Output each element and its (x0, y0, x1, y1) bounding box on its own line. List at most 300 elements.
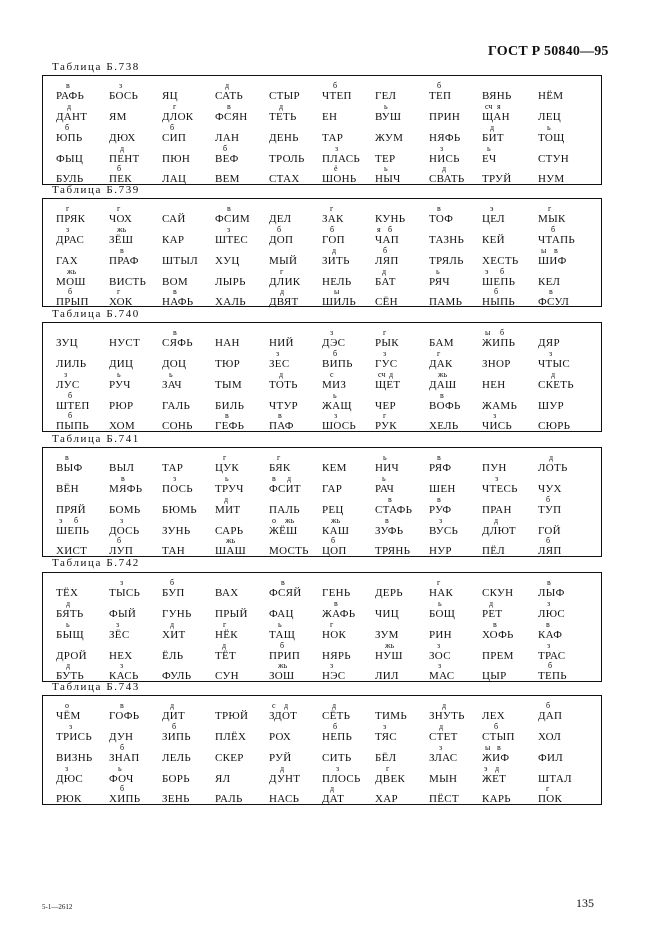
table-cell (215, 702, 277, 722)
word: ЛАЦ (162, 173, 187, 185)
word: НИЙ (269, 337, 294, 349)
phonetic-mark: д (332, 246, 337, 255)
word: РУЧ (109, 379, 131, 391)
phonetic-mark: д (66, 599, 71, 608)
word: ЛЕХ (482, 710, 506, 722)
table-cell (215, 350, 277, 370)
word: ДЛОК (162, 111, 194, 123)
word: ДАП (538, 710, 563, 722)
phonetic-mark: д (489, 599, 494, 608)
phonetic-mark: в (121, 474, 125, 483)
phonetic-mark: з (383, 722, 387, 731)
table-cell (215, 662, 277, 682)
word: ЗАК (322, 213, 344, 225)
table-cell (482, 268, 544, 288)
word: ВЫФ (56, 462, 83, 474)
word: ШОСЬ (322, 420, 357, 432)
word: ДВЕК (375, 773, 406, 785)
word-table (42, 572, 602, 682)
table-cell (482, 723, 544, 743)
word: ГЕЛ (375, 90, 397, 102)
word: ТЁТ (215, 650, 237, 662)
word: ДУНТ (269, 773, 301, 785)
phonetic-mark: б (172, 722, 177, 731)
phonetic-mark (482, 247, 544, 255)
word: ПРЫП (56, 296, 89, 308)
phonetic-mark: д (170, 701, 175, 710)
table-row (43, 537, 601, 557)
phonetic-mark: г (383, 328, 387, 337)
word: ЛАН (215, 132, 240, 144)
word: ЮПЬ (56, 132, 83, 144)
table-cell (482, 621, 544, 641)
phonetic-mark: б (120, 743, 125, 752)
word: НЕПЬ (322, 731, 353, 743)
word: РЮК (56, 793, 82, 805)
footer-code: 5-1—2612 (42, 903, 73, 911)
word: ДОЦ (162, 358, 187, 370)
word: ЛЕЦ (538, 111, 562, 123)
word: МЫЙ (269, 255, 298, 267)
word: НАСЬ (269, 793, 300, 805)
phonetic-mark: жь (117, 225, 127, 234)
word-table (42, 198, 602, 307)
table-cell (538, 475, 600, 495)
table-cell (215, 103, 277, 123)
word: ТРЯЛЬ (429, 255, 464, 267)
phonetic-mark: ь (117, 370, 121, 379)
phonetic-mark (482, 662, 544, 670)
phonetic-mark: в (173, 287, 177, 296)
table-cell (538, 103, 600, 123)
table-row (43, 412, 601, 432)
phonetic-mark: ь (438, 599, 442, 608)
word: РЯЧ (429, 276, 450, 288)
table-cell (215, 723, 277, 743)
word: ЗНОР (482, 358, 511, 370)
table-cell (482, 329, 544, 349)
table-cell (482, 579, 544, 599)
phonetic-mark (538, 744, 600, 752)
table-cell (215, 268, 277, 288)
word: ФУЛЬ (162, 670, 192, 682)
word: ДЯР (538, 337, 560, 349)
table-row (43, 288, 601, 308)
phonetic-mark: жь (278, 661, 288, 670)
word: ТИМЬ (375, 710, 407, 722)
table-row (43, 103, 601, 123)
word: ДЭС (322, 337, 346, 349)
table-cell (215, 247, 277, 267)
phonetic-mark (375, 702, 437, 710)
phonetic-mark: ь (118, 764, 122, 773)
phonetic-mark (482, 165, 544, 173)
table-row (43, 329, 601, 349)
word: ШИФ (538, 255, 567, 267)
word: ШТЕП (56, 400, 90, 412)
word: ШУР (538, 400, 564, 412)
word: РЕЦ (322, 504, 344, 516)
phonetic-mark: з (334, 411, 338, 420)
table-cell (215, 205, 277, 225)
phonetic-mark: жь (67, 267, 77, 276)
phonetic-mark (482, 579, 544, 587)
phonetic-mark: з (383, 349, 387, 358)
word: ЗОС (429, 650, 451, 662)
phonetic-mark (482, 454, 544, 462)
phonetic-mark: в (65, 453, 69, 462)
word: НЫЧ (375, 173, 401, 185)
word: ЧАП (375, 234, 399, 246)
word: ЗОШ (269, 670, 295, 682)
phonetic-mark: б (280, 641, 285, 650)
table-cell (538, 785, 600, 805)
phonetic-mark: б (546, 701, 551, 710)
table-cell (215, 600, 277, 620)
word: ВИПЬ (322, 358, 353, 370)
word: ЧУХ (538, 483, 562, 495)
table-cell (482, 392, 544, 412)
table-cell (375, 165, 437, 185)
word: СЯФЬ (162, 337, 193, 349)
phonetic-mark: в (388, 495, 392, 504)
word: ТЕПЬ (538, 670, 567, 682)
word: ДИТ (162, 710, 186, 722)
phonetic-mark (215, 579, 277, 587)
word: ДАНТ (56, 111, 88, 123)
table-cell (375, 103, 437, 123)
phonetic-mark: в (66, 81, 70, 90)
table-row (43, 702, 601, 722)
word: ТЮР (215, 358, 241, 370)
word: НЯФЬ (429, 132, 461, 144)
phonetic-mark: в (227, 102, 231, 111)
phonetic-mark: з (66, 225, 70, 234)
table-cell (375, 579, 437, 599)
table-cell (538, 600, 600, 620)
table-row (43, 642, 601, 662)
table-caption: Таблица Б.743 (52, 681, 140, 693)
word: ПРАФ (109, 255, 139, 267)
phonetic-mark: б (546, 536, 551, 545)
word: ТРАС (538, 650, 566, 662)
phonetic-mark (538, 329, 600, 337)
phonetic-mark (215, 247, 277, 255)
word: ХИСТ (56, 545, 88, 557)
word: ЛЫФ (538, 587, 565, 599)
word: ФСЯН (215, 111, 248, 123)
phonetic-mark: з (438, 661, 442, 670)
word: ПОСЬ (162, 483, 193, 495)
word: КАФ (538, 629, 563, 641)
word: ДРАС (56, 234, 85, 246)
phonetic-mark: д (442, 164, 447, 173)
phonetic-mark: д (120, 144, 125, 153)
word: ТЕТЬ (269, 111, 297, 123)
word: ПЮН (162, 153, 191, 165)
word: СКУН (482, 587, 514, 599)
table-cell (482, 412, 544, 432)
word: ТОФ (429, 213, 454, 225)
table-cell (482, 205, 544, 225)
table-cell (215, 288, 277, 308)
table-cell (215, 124, 277, 144)
phonetic-mark: ь (66, 620, 70, 629)
phonetic-mark: б (333, 349, 338, 358)
phonetic-mark: в (493, 620, 497, 629)
word: ЖУМ (375, 132, 404, 144)
word: ФАЦ (269, 608, 294, 620)
word: СВАТЬ (429, 173, 465, 185)
phonetic-mark: з (65, 764, 69, 773)
phonetic-mark: д (490, 123, 495, 132)
word: РОХ (269, 731, 292, 743)
phonetic-mark: б (65, 123, 70, 132)
word: ЗЁШ (109, 234, 134, 246)
phonetic-mark: в (549, 287, 553, 296)
phonetic-mark: з (549, 349, 553, 358)
table-row (43, 723, 601, 743)
phonetic-mark: г (437, 578, 441, 587)
word: ЦЕЛ (482, 213, 505, 225)
phonetic-mark: д (170, 620, 175, 629)
word: ПРЫЙ (215, 608, 248, 620)
table-cell (215, 621, 277, 641)
standard-header: ГОСТ Р 50840—95 (488, 44, 609, 59)
word: ВОФЬ (429, 400, 461, 412)
phonetic-mark: д (549, 453, 554, 462)
word: ТЯС (375, 731, 397, 743)
table-cell (538, 702, 600, 722)
word: ХЕСТЬ (482, 255, 519, 267)
word: МЫН (429, 773, 458, 785)
word: ЖИПЬ (482, 337, 516, 349)
word: ПЛОСЬ (322, 773, 361, 785)
phonetic-mark (375, 662, 437, 670)
word: БАМ (429, 337, 454, 349)
phonetic-mark: г (223, 453, 227, 462)
phonetic-mark (482, 537, 544, 545)
phonetic-mark (375, 579, 437, 587)
word: ГОФЬ (109, 710, 140, 722)
word: ГУНЬ (162, 608, 192, 620)
table-cell (482, 247, 544, 267)
word: ТЕП (429, 90, 452, 102)
word: ШИЛЬ (322, 296, 357, 308)
phonetic-mark: с (330, 370, 334, 379)
phonetic-mark (215, 744, 277, 752)
word: САРЬ (215, 525, 244, 537)
phonetic-mark (215, 785, 277, 793)
phonetic-mark (538, 765, 600, 773)
word: БАТ (375, 276, 396, 288)
phonetic-mark: з (330, 661, 334, 670)
phonetic-mark: о жь (272, 516, 295, 525)
table-cell (215, 496, 277, 516)
phonetic-mark (375, 82, 437, 90)
word: ВЯНЬ (482, 90, 512, 102)
table-cell (538, 621, 600, 641)
table-row (43, 247, 601, 267)
phonetic-mark: в (334, 599, 338, 608)
word: МИЗ (322, 379, 347, 391)
phonetic-mark (215, 371, 277, 379)
word: ДЕНЬ (269, 132, 299, 144)
table-cell (215, 517, 277, 537)
phonetic-mark (215, 268, 277, 276)
word: ЗУНЬ (162, 525, 191, 537)
phonetic-mark: б (223, 144, 228, 153)
phonetic-mark (482, 350, 544, 358)
word: ШЕН (429, 483, 456, 495)
phonetic-mark: ь (382, 474, 386, 483)
phonetic-mark (538, 165, 600, 173)
word: ЛОТЬ (538, 462, 568, 474)
table-cell (538, 226, 600, 246)
word: ЗУФЬ (375, 525, 404, 537)
word: ПРЕМ (482, 650, 514, 662)
table-cell (538, 662, 600, 682)
phonetic-mark: б (331, 536, 336, 545)
phonetic-mark: жь (438, 370, 448, 379)
word: ЁЛЬ (162, 650, 184, 662)
word: БЯК (269, 462, 291, 474)
table-cell (482, 496, 544, 516)
word: ЖАФЬ (322, 608, 356, 620)
word: НУР (429, 545, 452, 557)
table-caption: Таблица Б.738 (52, 61, 140, 73)
word-table (42, 75, 602, 185)
word: ПРИН (429, 111, 461, 123)
table-caption: Таблица Б.741 (52, 433, 140, 445)
table-row (43, 579, 601, 599)
phonetic-mark: ь (487, 144, 491, 153)
word: ХОМ (109, 420, 136, 432)
phonetic-mark: з (120, 661, 124, 670)
table-cell (375, 600, 437, 620)
phonetic-mark: г (330, 620, 334, 629)
word: ЦОП (322, 545, 347, 557)
word: ТРОЛЬ (269, 153, 305, 165)
phonetic-mark (482, 642, 544, 650)
table-cell (375, 702, 437, 722)
table-cell (482, 454, 544, 474)
word: ХИТ (162, 629, 186, 641)
word: ПЕНТ (109, 153, 140, 165)
word: РУФ (429, 504, 452, 516)
word: ФСЯЙ (269, 587, 302, 599)
word: РИН (429, 629, 452, 641)
table-cell (538, 642, 600, 662)
phonetic-mark: сч д (378, 370, 394, 379)
phonetic-mark: с д (272, 701, 289, 710)
word: СЁН (375, 296, 398, 308)
phonetic-mark: г (386, 764, 390, 773)
word: ДРОЙ (56, 650, 87, 662)
word: БОРЬ (162, 773, 190, 785)
table-cell (482, 103, 544, 123)
word: ПЫПЬ (56, 420, 89, 432)
word: БОЩ (429, 608, 456, 620)
phonetic-mark: з (69, 722, 73, 731)
word: ЦЫР (482, 670, 507, 682)
table-cell (375, 392, 437, 412)
phonetic-mark: в (227, 204, 231, 213)
word: ЩЕТ (375, 379, 401, 391)
word: ЖИФ (482, 752, 510, 764)
phonetic-mark (482, 496, 544, 504)
word: КАШ (322, 525, 350, 537)
phonetic-mark: в (120, 701, 124, 710)
phonetic-mark: б (68, 287, 73, 296)
table-cell (215, 454, 277, 474)
phonetic-mark: з (495, 474, 499, 483)
table-cell (375, 288, 437, 308)
word: ШТЫЛ (162, 255, 199, 267)
phonetic-mark: ь (547, 123, 551, 132)
table-cell (538, 412, 600, 432)
phonetic-mark: жь (385, 641, 395, 650)
word: ХУЦ (215, 255, 240, 267)
word: ВУСЬ (429, 525, 459, 537)
word: ВЫЛ (109, 462, 135, 474)
word: РУК (375, 420, 397, 432)
phonetic-mark (538, 723, 600, 731)
phonetic-mark: ь (383, 453, 387, 462)
phonetic-mark: д (494, 516, 499, 525)
word: ЧИЦ (375, 608, 399, 620)
table-cell (538, 371, 600, 391)
table-cell (375, 475, 437, 495)
word: ЧТУР (269, 400, 298, 412)
word: ТРИСЬ (56, 731, 92, 743)
phonetic-mark: в (437, 453, 441, 462)
word: РАЧ (375, 483, 395, 495)
phonetic-mark: з (547, 599, 551, 608)
word: ГЕНЬ (322, 587, 351, 599)
word: РЫК (375, 337, 399, 349)
phonetic-mark (482, 392, 544, 400)
word: ЧТЕСЬ (482, 483, 518, 495)
word: БУЛЬ (56, 173, 84, 185)
phonetic-mark: б (68, 411, 73, 420)
word: НУШ (375, 650, 403, 662)
word: ТОЩ (538, 132, 565, 144)
table-cell (375, 537, 437, 557)
phonetic-mark: г (223, 620, 227, 629)
word: МЯФЬ (109, 483, 143, 495)
word: ЗНУТЬ (429, 710, 465, 722)
phonetic-mark: ы в (485, 743, 501, 752)
table-cell (215, 165, 277, 185)
word: ЛИЛЬ (56, 358, 87, 370)
table-cell (375, 371, 437, 391)
table-cell (375, 268, 437, 288)
word: НЭС (322, 670, 346, 682)
table-cell (215, 475, 277, 495)
table-cell (375, 350, 437, 370)
phonetic-mark: б (437, 81, 442, 90)
word: БЫЩ (56, 629, 84, 641)
word: ЛЯП (538, 545, 562, 557)
phonetic-mark: в д (272, 474, 292, 483)
word: БОСЬ (109, 90, 139, 102)
table-cell (482, 475, 544, 495)
table-cell (375, 412, 437, 432)
phonetic-mark: ы в (541, 246, 558, 255)
phonetic-mark (482, 82, 544, 90)
phonetic-mark (215, 350, 277, 358)
